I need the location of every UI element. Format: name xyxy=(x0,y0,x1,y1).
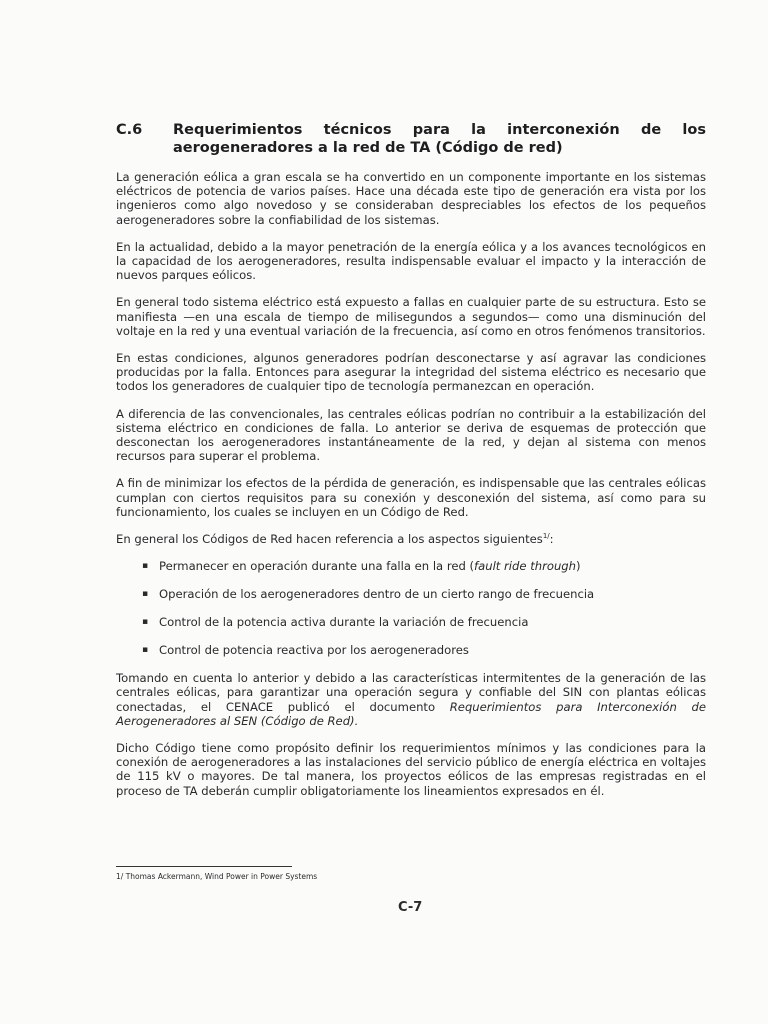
page-number: C-7 xyxy=(398,900,423,915)
footnote-mark: 1/ xyxy=(116,872,124,881)
list-item xyxy=(116,615,706,629)
paragraph-7-text: En general los Códigos de Red hacen referencia a los aspectos siguientes xyxy=(116,532,543,547)
paragraph-3: En general todo sistema eléctrico está expuesto a fallas en cualquier parte de su estructura. Esto se manifiesta —en una escala de tiempo de milisegundos a segundos— como una disminución del voltaje en la red y una eventual variación de la frecuencia, así como en otros fenómenos transitorios. xyxy=(116,295,706,338)
list-item-emphasis: fault ride through xyxy=(474,559,577,574)
bullet-icon: ▪ xyxy=(142,645,149,656)
list-item xyxy=(116,559,706,573)
list-item-text: Operación de los aerogeneradores dentro de un cierto rango de frecuencia xyxy=(159,587,595,602)
section-heading xyxy=(116,121,706,157)
paragraph-7-colon: : xyxy=(549,532,554,547)
paragraph-9: Dicho Código tiene como propósito definir los requerimientos mínimos y las condiciones para la conexión de aerogeneradores a las instalaciones del servicio público de energía eléctrica en voltajes de 115 kV o mayores. De tal manera, los proyectos eólicos de las empresas registradas en el proceso de TA deberán cumplir obligatoriamente los lineamientos expresados en él. xyxy=(116,741,706,798)
paragraph-7 xyxy=(116,532,706,546)
paragraph-4: En estas condiciones, algunos generadores podrían desconectarse y así agravar las condiciones producidas por la falla. Entonces para asegurar la integridad del sistema eléctrico es necesario que todos los generadores de cualquier tipo de tecnología permanezcan en operación. xyxy=(116,351,706,394)
paragraph-1: La generación eólica a gran escala se ha convertido en un componente importante en los sistemas eléctricos de potencia de varios países. Hace una década este tipo de generación era vista por los ingenieros como algo novedoso y se consideraban despreciables los efectos de los pequeños aerogeneradores sobre la confiabilidad de los sistemas. xyxy=(116,170,706,227)
footnote-divider xyxy=(116,866,292,867)
bullet-icon: ▪ xyxy=(142,617,149,628)
bullet-icon: ▪ xyxy=(142,589,149,600)
list-item-text: Permanecer en operación durante una falla en la red ( xyxy=(159,559,475,574)
paragraph-8 xyxy=(116,671,706,728)
requirements-list xyxy=(116,559,706,657)
paragraph-5: A diferencia de las convencionales, las centrales eólicas podrían no contribuir a la estabilización del sistema eléctrico en condiciones de falla. Lo anterior se deriva de esquemas de protección que desconectan los aerogeneradores instantáneamente de la red, y dejan al sistema con menos recursos para superar el problema. xyxy=(116,406,706,464)
document-body xyxy=(116,170,706,811)
section-number: C.6 xyxy=(116,122,143,138)
paragraph-6: A fin de minimizar los efectos de la pérdida de generación, es indispensable que las centrales eólicas cumplan con ciertos requisitos para su conexión y desconexión del sistema, así como para su funcionamiento, los cuales se incluyen en un Código de Red. xyxy=(116,476,706,519)
list-item-text: Control de la potencia activa durante la variación de frecuencia xyxy=(159,615,529,630)
footnote xyxy=(116,872,317,882)
list-item-text-end: ) xyxy=(576,559,581,574)
list-item xyxy=(116,643,706,657)
bullet-icon: ▪ xyxy=(142,561,149,572)
footnote-text: Thomas Ackermann, Wind Power in Power Systems xyxy=(123,872,318,881)
list-item xyxy=(116,587,706,601)
list-item-text: Control de potencia reactiva por los aerogeneradores xyxy=(159,643,469,658)
paragraph-8-text: Tomando en cuenta lo anterior y debido a las características intermitentes de la generación de las centrales eólicas, para garantizar una operación segura y confiable del SIN con plantas eólicas conectadas, el CENACE publicó el documento xyxy=(116,671,706,714)
paragraph-2: En la actualidad, debido a la mayor penetración de la energía eólica y a los avances tecnológicos en la capacidad de los aerogeneradores, resulta indispensable evaluar el impacto y la interacción de nuevos parques eólicos. xyxy=(116,239,706,283)
document-title-reference: Requerimientos para Interconexión de Aerogeneradores al SEN (Código de Red). xyxy=(116,699,706,728)
footnote-reference: 1/ xyxy=(542,532,550,541)
section-title: Requerimientos técnicos para la interconexión de los aerogeneradores a la red de TA (Código de red) xyxy=(173,122,706,156)
